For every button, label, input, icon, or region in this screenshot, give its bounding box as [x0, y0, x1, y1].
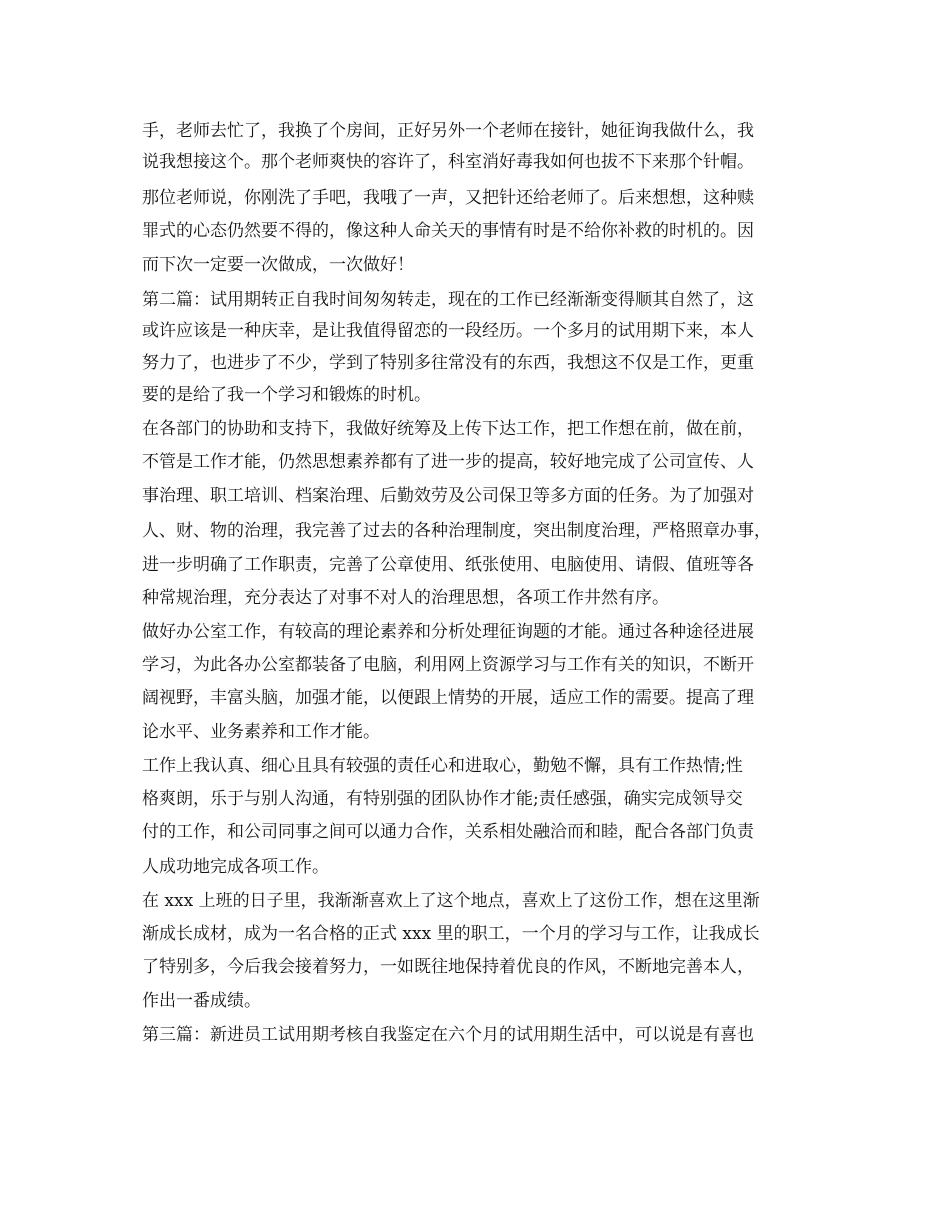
text-line: 第二篇：试用期转正自我时间匆匆转走，现在的工作已经渐渐变得顺其自然了，这 [142, 290, 754, 310]
text-line: 了特别多，今后我会接着努力，一如既往地保持着优良的作风，不断地完善本人， [142, 957, 754, 977]
text-line: 手，老师去忙了，我换了个房间，正好另外一个老师在接针，她征询我做什么，我 [142, 121, 754, 141]
text-line: 阔视野，丰富头脑，加强才能，以便跟上情势的开展，适应工作的需要。提高了理 [142, 688, 754, 708]
text-line: 在各部门的协助和支持下，我做好统筹及上传下达工作，把工作想在前，做在前， [142, 419, 754, 439]
text-line: 人成功地完成各项工作。 [142, 857, 329, 877]
text-line: 要的是给了我一个学习和锻炼的时机。 [142, 385, 431, 405]
text-line: 努力了，也进步了不少，学到了特别多往常没有的东西，我想这不仅是工作，更重 [142, 353, 754, 373]
text-line: 种常规治理，充分表达了对事不对人的治理思想，各项工作井然有序。 [142, 588, 669, 608]
text-line: 第三篇：新进员工试用期考核自我鉴定在六个月的试用期生活中，可以说是有喜也 [142, 1025, 754, 1045]
text-line: 渐成长成材，成为一名合格的正式 xxx 里的职工，一个月的学习与工作，让我成长 [142, 924, 760, 944]
text-line: 说我想接这个。那个老师爽快的容许了，科室消好毒我如何也拔不下来那个针帽。 [142, 152, 754, 172]
text-line: 论水平、业务素养和工作才能。 [142, 722, 380, 742]
text-line: 作出一番成绩。 [142, 991, 261, 1011]
text-line: 工作上我认真、细心且具有较强的责任心和进取心，勤勉不懈，具有工作热情;性 [142, 756, 743, 776]
text-line: 那位老师说，你刚洗了手吧，我哦了一声，又把针还给老师了。后来想想，这种赎 [142, 188, 754, 208]
text-line: 付的工作，和公司同事之间可以通力合作，关系相处融洽而和睦，配合各部门负责 [142, 822, 754, 842]
text-line: 不管是工作才能，仍然思想素养都有了进一步的提高，较好地完成了公司宣传、人 [142, 452, 754, 472]
text-line: 在 xxx 上班的日子里，我渐渐喜欢上了这个地点，喜欢上了这份工作，想在这里渐 [142, 891, 760, 911]
text-line: 而下次一定要一次做成，一次做好！ [142, 255, 414, 275]
text-line: 学习，为此各办公室都装备了电脑，利用网上资源学习与工作有关的知识，不断开 [142, 655, 754, 675]
text-line: 罪式的心态仍然要不得的，像这种人命关天的事情有时是不给你补救的时机的。因 [142, 221, 754, 241]
text-line: 进一步明确了工作职责，完善了公章使用、纸张使用、电脑使用、请假、值班等各 [142, 555, 754, 575]
text-line: 格爽朗，乐于与别人沟通，有特别强的团队协作才能;责任感强，确实完成领导交 [142, 789, 743, 809]
text-line: 或许应该是一种庆幸，是让我值得留恋的一段经历。一个多月的试用期下来，本人 [142, 321, 754, 341]
text-line: 人、财、物的治理，我完善了过去的各种治理制度，突出制度治理，严格照章办事， [142, 521, 771, 541]
text-line: 事治理、职工培训、档案治理、后勤效劳及公司保卫等多方面的任务。为了加强对 [142, 486, 754, 506]
text-line: 做好办公室工作，有较高的理论素养和分析处理征询题的才能。通过各种途径进展 [142, 622, 754, 642]
